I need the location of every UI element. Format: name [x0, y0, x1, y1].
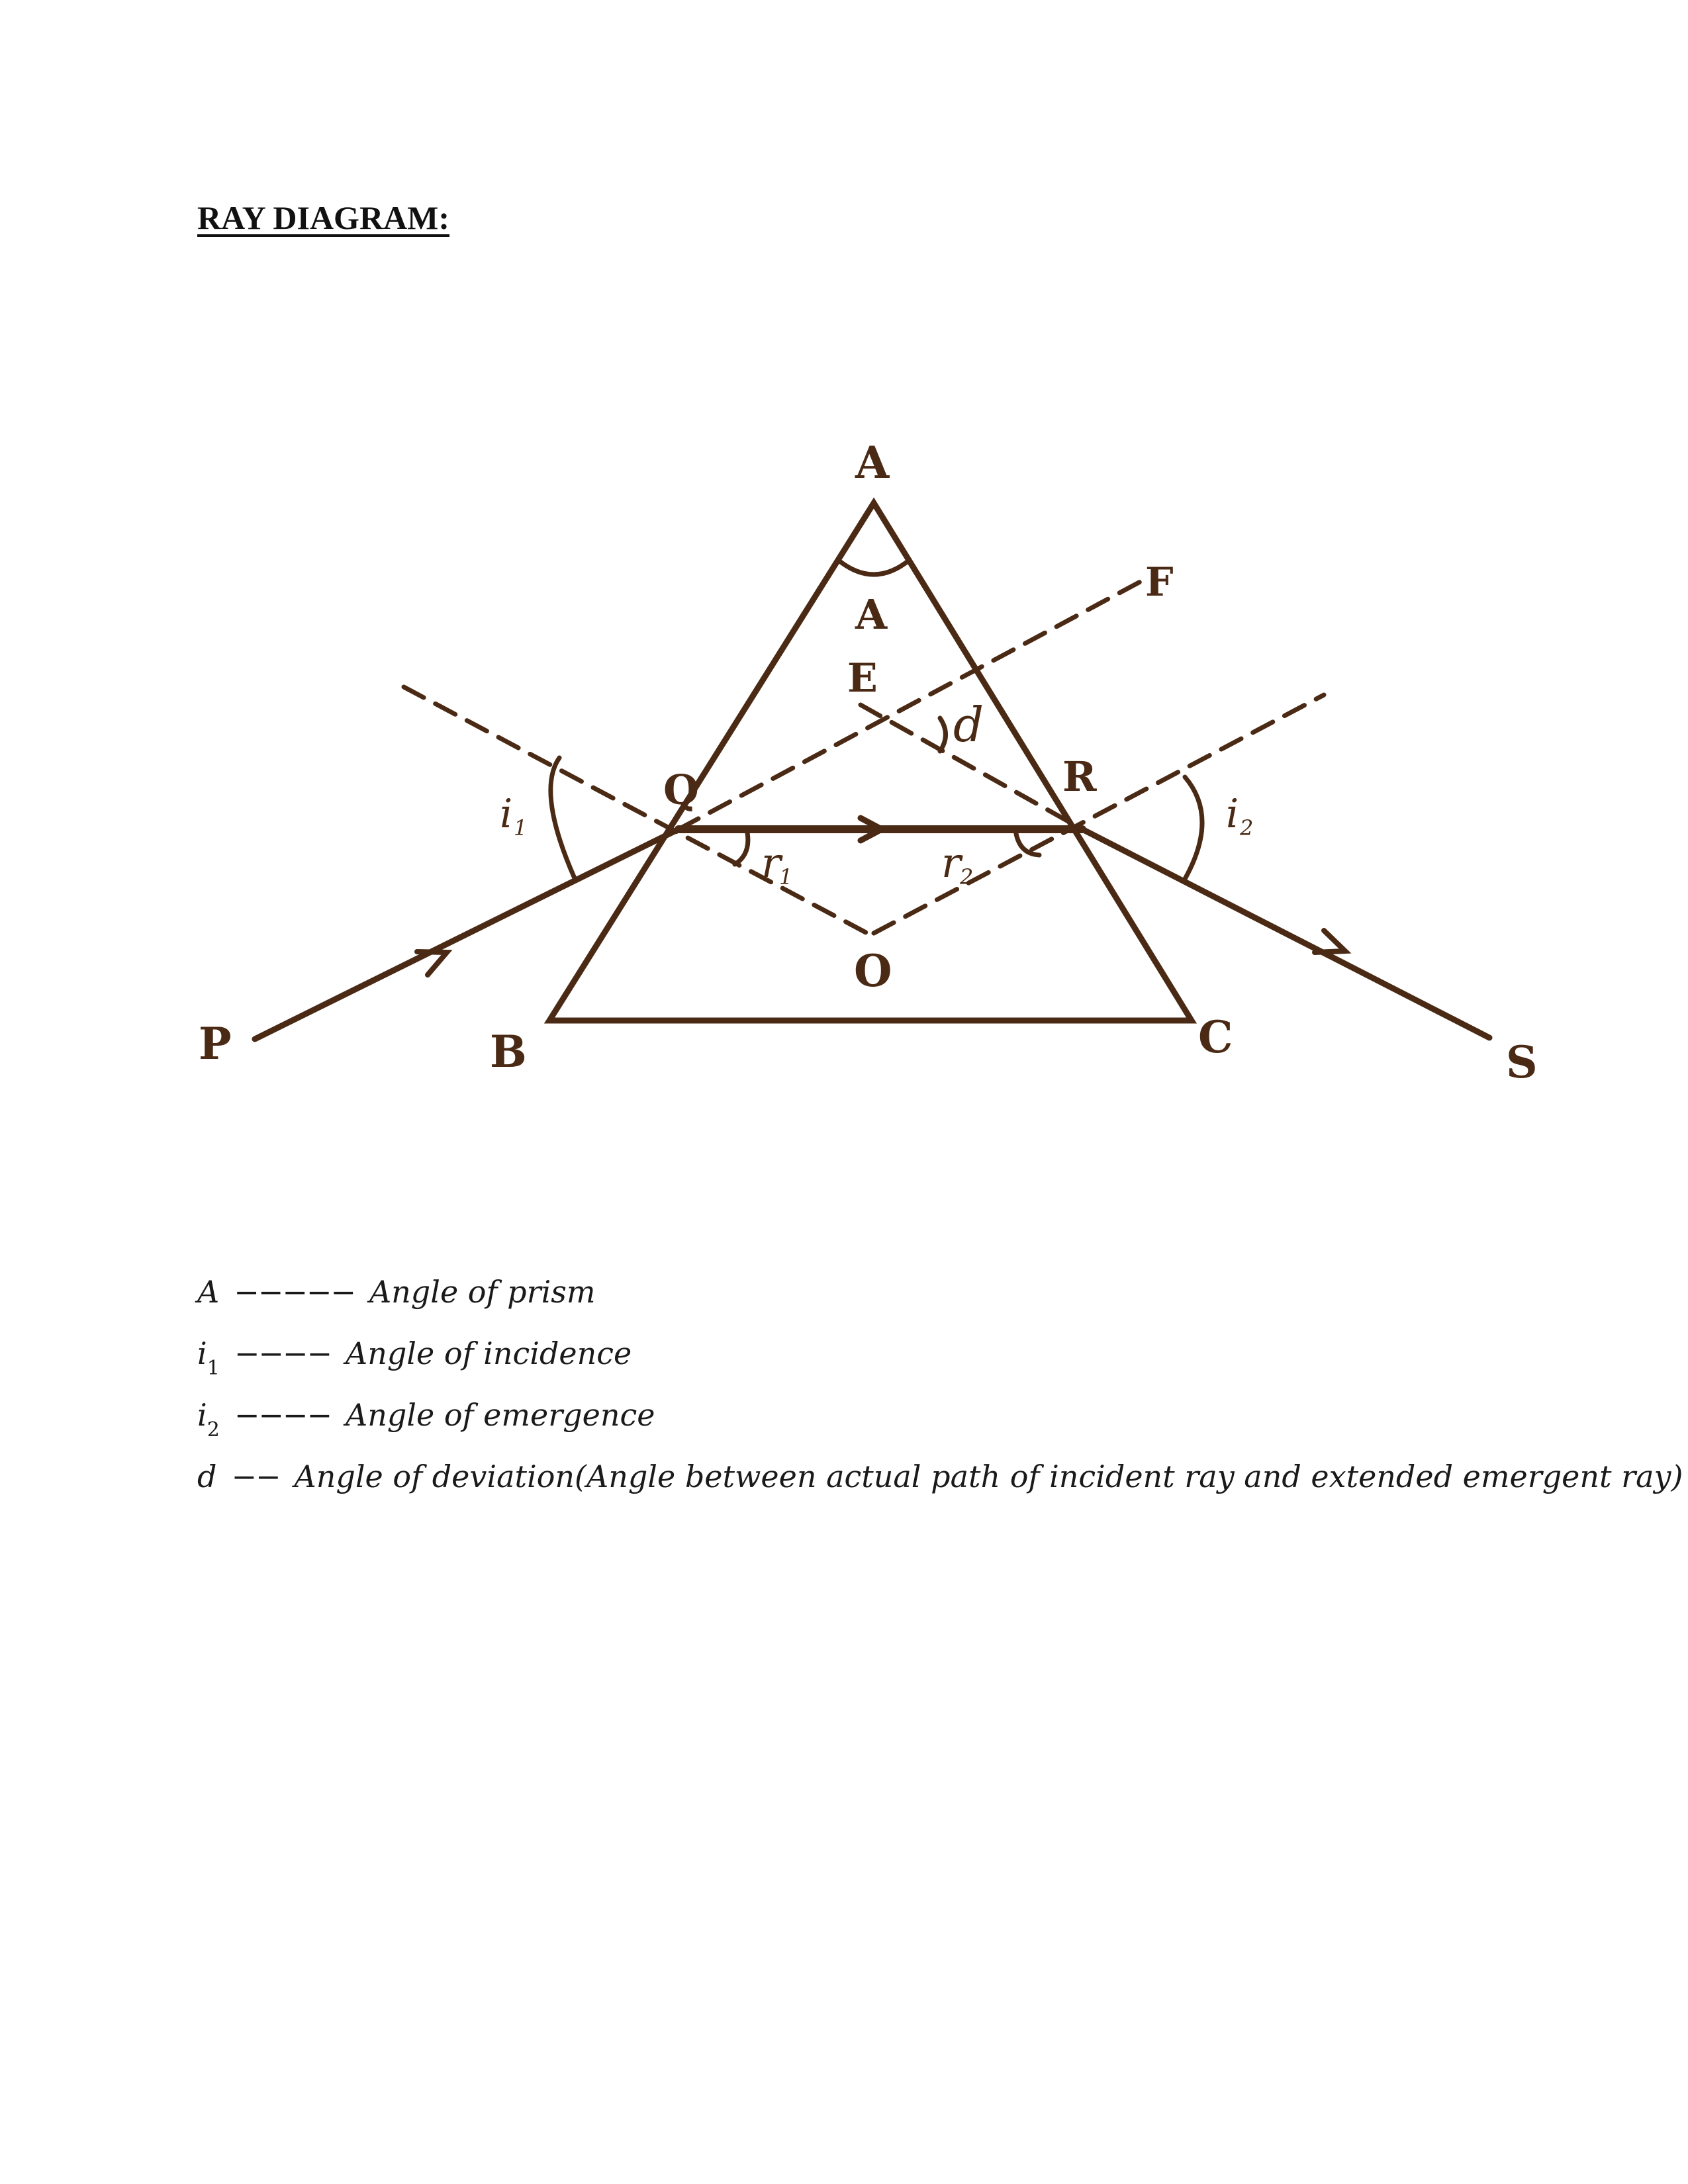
- label-F: F: [1145, 559, 1174, 606]
- label-E: E: [847, 655, 878, 702]
- label-angle-d: d: [953, 697, 984, 752]
- normal-at-r: [874, 695, 1324, 933]
- page-heading: RAY DIAGRAM:: [197, 199, 450, 236]
- legend-row-deviation-angle: [197, 1459, 1683, 1520]
- label-angle-r2: [941, 839, 973, 889]
- label-O: O: [854, 945, 892, 997]
- legend-meaning: Angle of prism: [369, 1274, 596, 1310]
- label-i1-letter: i: [500, 791, 513, 837]
- label-angle-i1: [500, 791, 527, 841]
- legend-dash: −−−−: [234, 1397, 331, 1433]
- label-Q: Q: [663, 766, 700, 814]
- label-C: C: [1198, 1011, 1233, 1063]
- angle-r1-arc: [735, 829, 748, 864]
- label-i1-sub: 1: [514, 815, 528, 841]
- legend-meaning: Angle of emergence: [345, 1397, 655, 1433]
- prism-ray-diagram: [192, 430, 1589, 1105]
- legend-row-incidence-angle: [197, 1336, 1683, 1397]
- label-r1-letter: r: [761, 839, 781, 887]
- legend-row-emergence-angle: [197, 1397, 1683, 1459]
- label-r2-sub: 2: [960, 864, 974, 889]
- angle-i2-arc: [1185, 777, 1202, 879]
- label-P: P: [199, 1018, 232, 1069]
- emergent-ray: [1082, 829, 1489, 1038]
- legend-symbol: i: [197, 1397, 207, 1433]
- prism-diagram-svg: [192, 430, 1589, 1105]
- label-i2-letter: i: [1226, 791, 1239, 837]
- label-apex-angle: A: [855, 590, 888, 639]
- legend-row-prism-angle: [197, 1274, 1683, 1336]
- legend-subscript: 1: [207, 1357, 220, 1380]
- label-angle-r1: [761, 839, 792, 889]
- label-S: S: [1506, 1036, 1538, 1088]
- apex-angle-arc: [838, 560, 910, 574]
- label-B: B: [490, 1026, 527, 1077]
- legend-meaning: Angle of incidence: [345, 1336, 632, 1371]
- legend-symbol: A: [197, 1274, 220, 1310]
- legend-meaning: Angle of deviation(Angle between actual path of incident ray and extended emergent ray): [294, 1459, 1683, 1494]
- diagram-legend: [197, 1274, 1683, 1520]
- legend-dash: −−−−−: [234, 1274, 355, 1310]
- legend-dash: −−−−: [234, 1336, 331, 1371]
- normal-at-q: [404, 687, 867, 933]
- label-angle-i2: [1226, 791, 1253, 841]
- legend-dash: −−: [231, 1459, 280, 1494]
- label-r1-sub: 1: [779, 864, 793, 889]
- legend-symbol: d: [197, 1459, 217, 1494]
- legend-subscript: 2: [207, 1418, 220, 1441]
- label-apex-A: A: [855, 437, 890, 488]
- label-r2-letter: r: [941, 839, 961, 887]
- label-R: R: [1062, 752, 1097, 801]
- legend-symbol: i: [197, 1336, 207, 1371]
- label-i2-sub: 2: [1240, 815, 1254, 841]
- incident-ray: [255, 829, 679, 1039]
- angle-d-arc: [940, 718, 946, 751]
